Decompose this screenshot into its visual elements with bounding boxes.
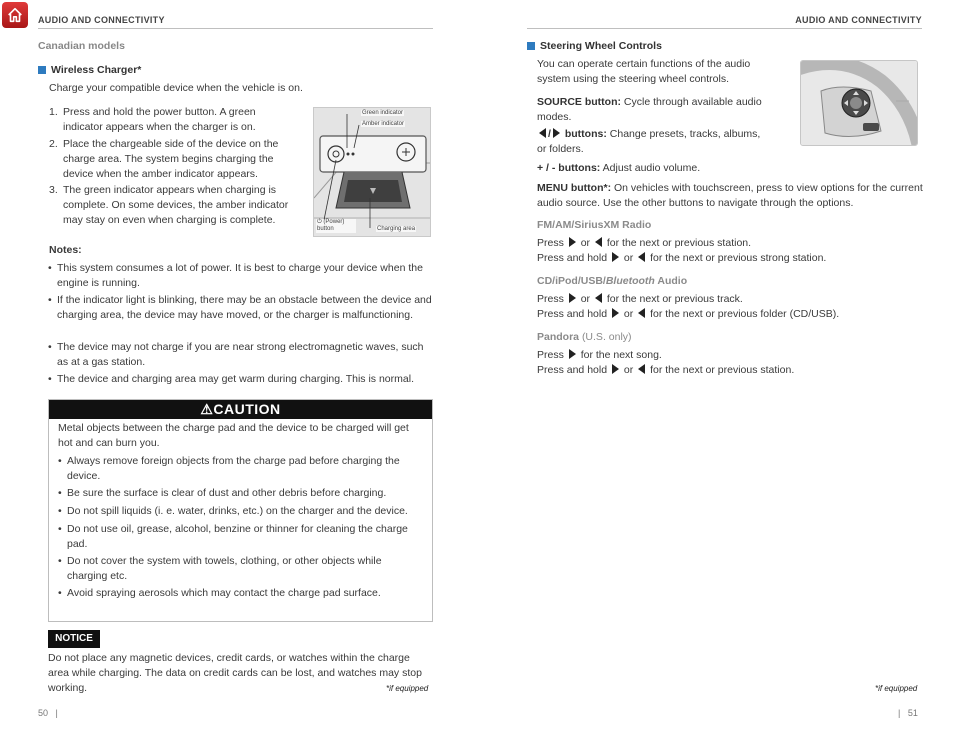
- cd-line-2: Press and hold or for the next or previous folder (CD/USB).: [537, 308, 840, 320]
- footnote-left: *if equipped: [386, 684, 429, 693]
- left-arrow-icon: [595, 237, 602, 247]
- notes-title: Notes:: [49, 244, 82, 256]
- header-title-right: AUDIO AND CONNECTIVITY: [795, 15, 922, 25]
- charging-area-label: Charging area: [377, 226, 416, 232]
- page-number-right: | 51: [898, 708, 918, 718]
- canadian-models-subheading: Canadian models: [38, 40, 125, 52]
- footnote-right: *if equipped: [875, 684, 918, 693]
- header-title-left: AUDIO AND CONNECTIVITY: [38, 15, 165, 25]
- step-1: 1. Press and hold the power button. A green indicator appears when the charger is on.: [49, 106, 256, 133]
- steering-wheel-illustration: [800, 60, 918, 146]
- fm-line-1: Press or for the next or previous station.: [537, 237, 752, 249]
- cd-line-1: Press or for the next or previous track.: [537, 293, 743, 305]
- caution-header: ⚠CAUTION: [49, 400, 432, 419]
- header-rule-left: [38, 28, 433, 29]
- power-button-label: ⏻ (Power) button: [316, 219, 356, 233]
- page-number-left: 50 |: [38, 708, 58, 718]
- step-2: 2. Place the chargeable side of the device on the charge area. The system begins charging the device when the amber indicator appears.: [49, 138, 279, 180]
- note-1: • This system consumes a lot of power. It is best to charge your device when the engine is running.: [48, 262, 423, 289]
- step-3: 3. The green indicator appears when charging is complete. On some devices, the amber indicator may stay on even when charging is complete.: [49, 184, 289, 226]
- right-arrow-icon: [553, 128, 560, 138]
- caution-item-3: • Do not spill liquids (i. e. water, drinks, etc.) on the charger and the device.: [58, 505, 408, 517]
- left-arrow-icon: [539, 128, 546, 138]
- steering-wheel-drawing: [801, 61, 918, 146]
- caution-item-4: • Do not use oil, grease, alcohol, benzine or thinner for cleaning the charge pad.: [58, 523, 408, 550]
- section-bullet-icon: [38, 66, 46, 74]
- notice-text: Do not place any magnetic devices, credit cards, or watches within the charge area while charging. The data on credit cards can be lost, and watches may stop working.: [48, 652, 422, 694]
- home-button[interactable]: [2, 2, 28, 28]
- caution-item-1: • Always remove foreign objects from the charge pad before charging the device.: [58, 455, 400, 482]
- wireless-charger-intro: Charge your compatible device when the vehicle is on.: [49, 82, 303, 94]
- right-arrow-icon: [612, 364, 619, 374]
- wireless-charger-illustration: [313, 107, 431, 237]
- pandora-line-2: Press and hold or for the next or previous station.: [537, 364, 795, 376]
- caution-item-6: • Avoid spraying aerosols which may contact the charge pad surface.: [58, 587, 381, 599]
- left-arrow-icon: [638, 308, 645, 318]
- fm-am-siriusxm-heading: FM/AM/SiriusXM Radio: [537, 219, 652, 231]
- fm-line-2: Press and hold or for the next or previous strong station.: [537, 252, 827, 264]
- amber-indicator-label: Amber indicator: [362, 121, 405, 127]
- caution-box: [48, 399, 433, 622]
- left-arrow-icon: [638, 364, 645, 374]
- section-bullet-icon: [527, 42, 535, 50]
- caution-item-5: • Do not cover the system with towels, clothing, or other objects while charging etc.: [58, 555, 382, 582]
- arrow-buttons-desc: / buttons: Change presets, tracks, albums, or folders.: [537, 128, 761, 155]
- warning-triangle-icon: ⚠: [200, 401, 214, 417]
- home-icon: [6, 6, 24, 24]
- right-arrow-icon: [569, 237, 576, 247]
- left-arrow-icon: [595, 293, 602, 303]
- note-2: • If the indicator light is blinking, there may be an obstacle between the device and charging area, the device may have moved, or the charger is malfunctioning.: [48, 294, 432, 321]
- right-arrow-icon: [569, 293, 576, 303]
- right-arrow-icon: [612, 308, 619, 318]
- volume-buttons-desc: + / - buttons: Adjust audio volume.: [537, 162, 701, 174]
- pandora-line-1: Press for the next song.: [537, 349, 662, 361]
- right-page: [480, 0, 960, 738]
- notice-tag: NOTICE: [48, 630, 100, 648]
- header-rule-right: [527, 28, 922, 29]
- caution-intro: Metal objects between the charge pad and the device to be charged will get hot and can burn you.: [58, 422, 409, 449]
- right-arrow-icon: [569, 349, 576, 359]
- note-3: • The device may not charge if you are near strong electromagnetic waves, such as at a gas station.: [48, 341, 424, 368]
- steering-wheel-heading: Steering Wheel Controls: [527, 40, 662, 52]
- wireless-charger-heading: Wireless Charger*: [38, 64, 141, 76]
- left-arrow-icon: [638, 252, 645, 262]
- pandora-heading: Pandora (U.S. only): [537, 331, 632, 343]
- green-indicator-label: Green indicator: [362, 110, 404, 116]
- steering-intro: You can operate certain functions of the audio system using the steering wheel controls.: [537, 58, 751, 85]
- source-button-desc: SOURCE button: Cycle through available audio modes.: [537, 96, 762, 123]
- menu-button-desc: MENU button*: On vehicles with touchscreen, press to view options for the current audio source. Use the other buttons to navigate through the options.: [537, 182, 923, 209]
- cd-ipod-usb-bluetooth-heading: CD/iPod/USB/Bluetooth Audio: [537, 275, 688, 287]
- charger-drawing: [314, 108, 431, 237]
- right-arrow-icon: [612, 252, 619, 262]
- caution-item-2: • Be sure the surface is clear of dust and other debris before charging.: [58, 487, 387, 499]
- note-4: • The device and charging area may get warm during charging. This is normal.: [48, 373, 414, 385]
